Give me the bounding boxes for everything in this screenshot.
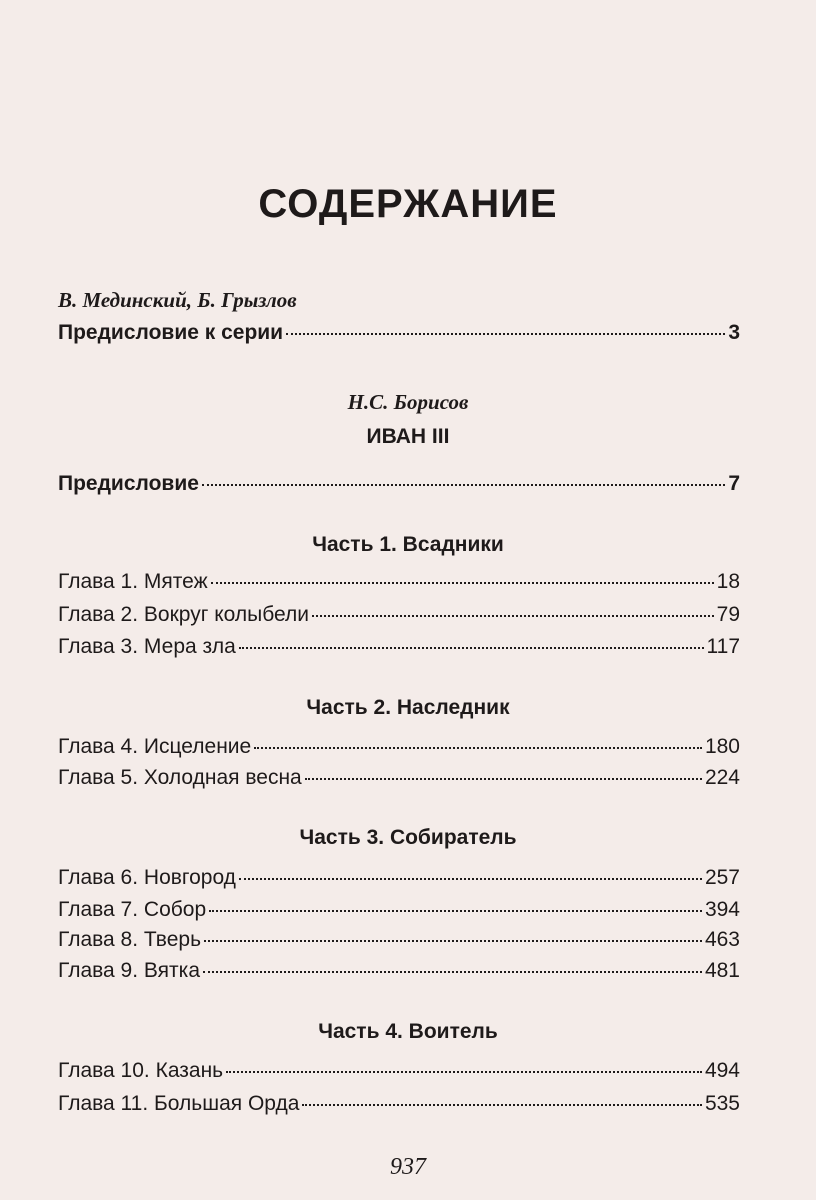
part-heading-2: Часть 2. Наследник [306, 696, 510, 719]
toc-entry-page: 79 [716, 603, 740, 626]
toc-entry-series-foreword[interactable] [58, 321, 740, 353]
toc-entry-label: Глава 5. Холодная весна [58, 766, 302, 789]
toc-entry-label: Глава 11. Большая Орда [58, 1092, 300, 1115]
toc-entry-label: Глава 1. Мятеж [58, 570, 208, 593]
book-title: ИВАН III [366, 425, 450, 448]
toc-entry-label: Глава 7. Собор [58, 898, 207, 921]
toc-entry-label: Глава 3. Мера зла [58, 635, 236, 658]
dot-leader [204, 940, 702, 942]
toc-entry-page: 117 [706, 635, 740, 658]
dot-leader [286, 333, 725, 335]
dot-leader [226, 1071, 702, 1073]
toc-entry-chapter-2[interactable] [58, 603, 740, 635]
toc-entry-label: Глава 4. Исцеление [58, 735, 252, 758]
toc-entry-foreword[interactable] [58, 472, 740, 504]
toc-entry-page: 394 [704, 898, 740, 921]
toc-entry-page: 224 [704, 766, 740, 789]
part-heading-4: Часть 4. Воитель [318, 1020, 498, 1043]
toc-entry-chapter-10[interactable] [58, 1059, 740, 1091]
dot-leader [211, 582, 714, 584]
dot-leader [209, 910, 702, 912]
toc-entry-page: 463 [704, 928, 740, 951]
toc-entry-label: Глава 9. Вятка [58, 959, 200, 982]
dot-leader [302, 1104, 702, 1106]
toc-entry-page: 494 [704, 1059, 740, 1082]
toc-entry-chapter-6[interactable] [58, 866, 740, 898]
toc-entry-label: Глава 10. Казань [58, 1059, 224, 1082]
part-heading-1: Часть 1. Всадники [312, 533, 504, 556]
toc-entry-page: 18 [716, 570, 740, 593]
toc-entry-chapter-9[interactable] [58, 959, 740, 991]
toc-entry-page: 535 [704, 1092, 740, 1115]
toc-entry-page: 257 [704, 866, 740, 889]
toc-entry-page: 3 [728, 321, 740, 344]
dot-leader [203, 971, 702, 973]
page-number: 937 [390, 1154, 426, 1180]
toc-entry-chapter-11[interactable] [58, 1092, 740, 1124]
book-author: Н.С. Борисов [347, 390, 469, 414]
toc-entry-page: 7 [728, 472, 740, 495]
toc-entry-chapter-5[interactable] [58, 766, 740, 798]
dot-leader [239, 878, 702, 880]
toc-entry-chapter-7[interactable] [58, 898, 740, 930]
toc-entry-label: Глава 2. Вокруг колыбели [58, 603, 309, 626]
dot-leader [254, 747, 702, 749]
series-authors: В. Мединский, Б. Грызлов [58, 288, 297, 312]
toc-entry-chapter-3[interactable] [58, 635, 740, 667]
toc-entry-label: Глава 8. Тверь [58, 928, 202, 951]
toc-entry-chapter-4[interactable] [58, 735, 740, 767]
toc-entry-chapter-1[interactable] [58, 570, 740, 602]
dot-leader [239, 647, 704, 649]
dot-leader [305, 778, 702, 780]
toc-entry-page: 180 [704, 735, 740, 758]
toc-entry-label: Глава 6. Новгород [58, 866, 236, 889]
dot-leader [202, 484, 725, 486]
toc-entry-page: 481 [704, 959, 740, 982]
toc-entry-label: Предисловие [58, 472, 199, 495]
dot-leader [312, 615, 714, 617]
page-title: СОДЕРЖАНИЕ [258, 182, 558, 226]
toc-entry-chapter-8[interactable] [58, 928, 740, 960]
part-heading-3: Часть 3. Собиратель [299, 826, 517, 849]
toc-entry-label: Предисловие к серии [58, 321, 284, 344]
